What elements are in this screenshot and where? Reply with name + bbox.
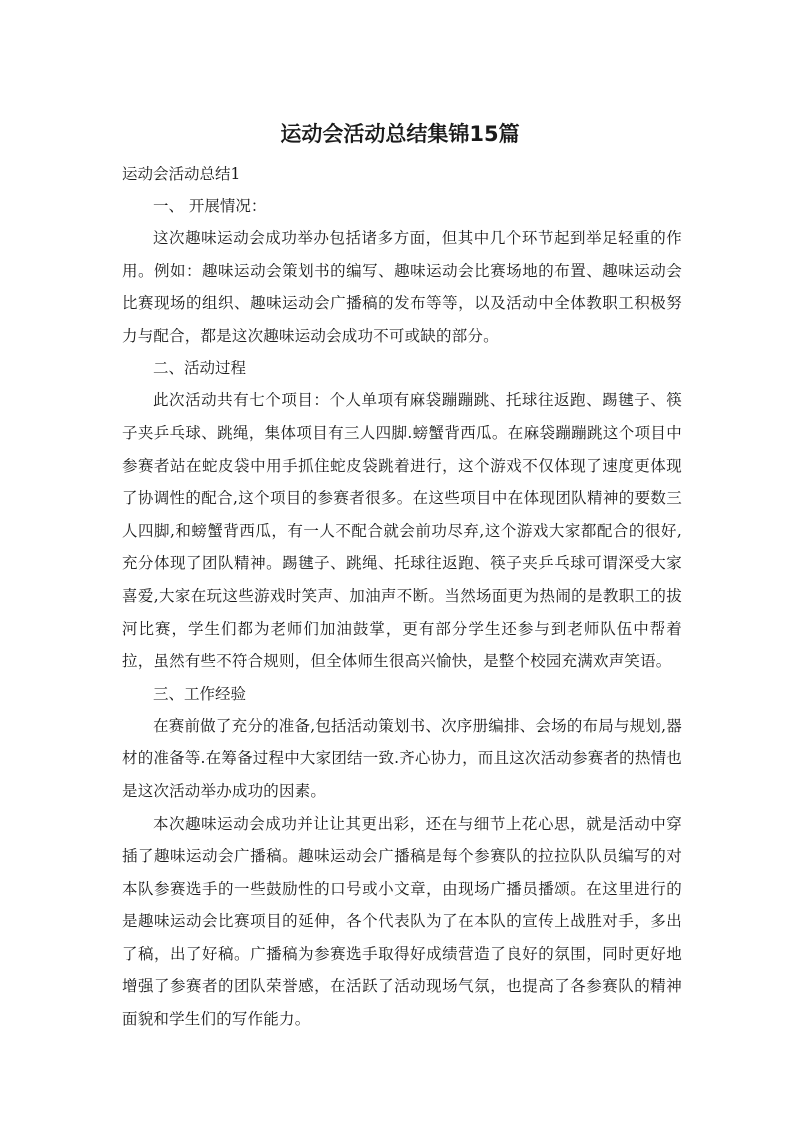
- paragraph-activity-process: 此次活动共有七个项目：个人单项有麻袋蹦蹦跳、托球往返跑、踢毽子、筷子夹乒乓球、跳绳，集体项目有三人四脚.螃蟹背西瓜。在麻袋蹦蹦跳这个项目中参赛者站在蛇皮袋中用手抓住蛇皮袋跳着进行，这个游戏不仅体现了速度更体现了协调性的配合,这个项目的参赛者很多。在这些项目中在体现团队精神的要数三人四脚,和螃蟹背西瓜，有一人不配合就会前功尽弃,这个游戏大家都配合的很好,充分体现了团队精神。踢毽子、跳绳、托球往返跑、筷子夹乒乓球可谓深受大家喜爱,大家在玩这些游戏时笑声、加油声不断。当然场面更为热闹的是教职工的拔河比赛，学生们都为老师们加油鼓掌，更有部分学生还参与到老师队伍中帮着拉，虽然有些不符合规则，但全体师生很高兴愉快，是整个校园充满欢声笑语。: [122, 391, 682, 671]
- document-title: 运动会活动总结集锦15篇: [280, 122, 520, 146]
- paragraph-preparation: 在赛前做了充分的准备,包括活动策划书、次序册编排、会场的布局与规划,器材的准备等.在筹备过程中大家团结一致.齐心协力，而且这次活动参赛者的热情也是这次活动举办成功的因素。: [122, 716, 682, 800]
- heading-gongzuo-jingyan: 三、工作经验: [153, 684, 247, 703]
- heading-kaizhan-qingkuang: 一、 开展情况：: [153, 197, 267, 215]
- paragraph-broadcast: 本次趣味运动会成功并让让其更出彩，还在与细节上花心思，就是活动中穿插了趣味运动会广播稿。趣味运动会广播稿是每个参赛队的拉拉队队员编写的对本队参赛选手的一些鼓励性的口号或小文章，由现场广播员播颂。在这里进行的是趣味运动会比赛项目的延伸，各个代表队为了在本队的宣传上战胜对手，多出了稿，出了好稿。广播稿为参赛选手取得好成绩营造了良好的氛围，同时更好地增强了参赛者的团队荣誉感，在活跃了活动现场气氛，也提高了各参赛队的精神面貌和学生们的写作能力。: [122, 814, 682, 1029]
- heading-huodong-guocheng: 二、活动过程: [153, 359, 247, 378]
- paragraph-overview: 这次趣味运动会成功举办包括诸多方面，但其中几个环节起到举足轻重的作用。例如：趣味运动会策划书的编写、趣味运动会比赛场地的布置、趣味运动会比赛现场的组织、趣味运动会广播稿的发布等等，以及活动中全体教职工积极努力与配合，都是这次趣味运动会成功不可或缺的部分。: [122, 229, 682, 345]
- document-body: [122, 158, 682, 1036]
- section-title: 运动会活动总结1: [122, 165, 241, 183]
